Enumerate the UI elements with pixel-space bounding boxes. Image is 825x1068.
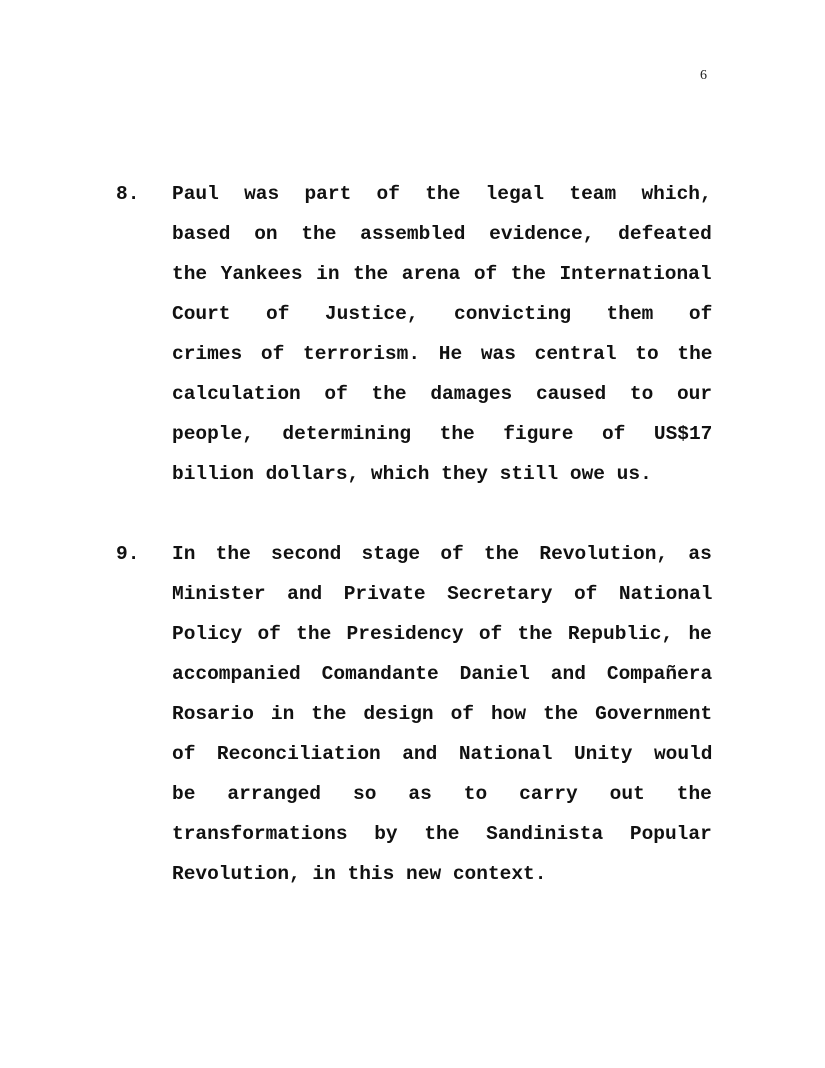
paragraph-line: accompanied Comandante Daniel and Compañera [172,663,713,685]
paragraph-line: Minister and Private Secretary of National [172,583,713,605]
page-number: 6 [700,68,707,83]
paragraph-line: based on the assembled evidence, defeated [172,223,712,245]
item-number: 9. [116,543,140,565]
paragraph-line: people, determining the figure of US$17 [172,423,713,445]
paragraph-line: Rosario in the design of how the Government [172,703,713,725]
paragraph-line: be arranged so as to carry out the [172,783,712,805]
paragraph-line: of Reconciliation and National Unity would [172,743,713,765]
paragraph-line: transformations by the Sandinista Popular [172,823,712,845]
paragraph-line: calculation of the damages caused to our [172,383,713,405]
paragraph-line: Revolution, in this new context. [172,863,547,885]
paragraph-line: billion dollars, which they still owe us. [172,463,652,485]
paragraph-line: crimes of terrorism. He was central to the [172,343,713,365]
item-paragraph [172,534,712,894]
paragraph-line: Paul was part of the legal team which, [172,183,712,205]
item-number: 8. [116,183,140,205]
paragraph-line: In the second stage of the Revolution, as [172,543,712,565]
paragraph-line: Policy of the Presidency of the Republic, he [172,623,712,645]
paragraph-line: the Yankees in the arena of the International [172,263,712,285]
paragraph-line: Court of Justice, convicting them of [172,303,713,325]
item-paragraph [172,174,712,494]
